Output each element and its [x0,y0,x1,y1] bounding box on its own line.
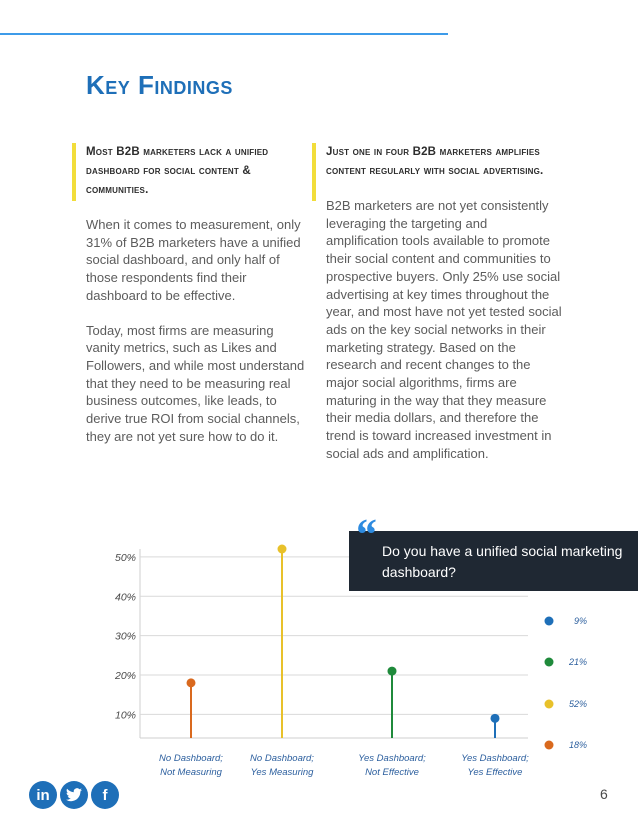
legend-label: 52% [568,699,587,709]
legend-marker [545,700,554,709]
quote-mark-icon: “ [354,510,376,559]
lollipop-point [278,545,287,554]
legend-marker [545,617,554,626]
linkedin-icon[interactable]: in [29,781,57,809]
x-category-label: Not Effective [365,767,419,778]
legend-marker [545,741,554,750]
legend-marker [545,658,554,667]
lollipop-point [491,714,500,723]
top-rule [0,33,448,35]
question-box [349,531,638,591]
right-column-body [326,197,562,463]
y-tick-label: 40% [114,591,136,604]
y-tick-label: 30% [114,630,136,643]
y-tick-label: 10% [114,709,136,722]
right-paragraph-1: B2B marketers are not yet consistently leveraging the targeting and amplification tools available to promote their social content and communities to prospective buyers. Only 25% use social advertising at key times throughout the year, and most have not yet tested social ads on the key social networks in their marketing strategy. Based on the research and recent changes to the major social algorithms, firms are maturing in the way that they measure their media dollars, and therefore the trend is toward increased investment in social ads and amplification. [326,198,562,461]
page-title: Key Findings [86,70,233,100]
right-column-accent-bar [312,143,316,201]
facebook-icon[interactable]: f [91,781,119,809]
legend-label: 18% [568,740,587,750]
left-paragraph-1: When it comes to measurement, only 31% of B2B marketers have a unified social dashboard, and only half of those respondents find their dashboard to be effective. [86,217,301,303]
question-text: Do you have a unified social marketing dashboard? [382,543,623,580]
right-column [326,143,562,480]
x-category-label: Not Measuring [160,767,222,778]
page-number: 6 [600,786,608,802]
x-category-label: No Dashboard; [159,753,223,764]
x-category-label: No Dashboard; [250,753,314,764]
x-category-label: Yes Dashboard; [461,753,529,764]
y-tick-label: 50% [114,551,136,564]
legend-label: 9% [573,616,587,626]
twitter-bird-icon [66,788,82,802]
x-category-label: Yes Effective [467,767,523,778]
left-column-heading: Most B2B marketers lack a unified dashboard for social content & communities. [86,146,269,196]
legend-label: 21% [568,657,587,667]
y-tick-label: 20% [114,670,136,682]
x-category-label: Yes Dashboard; [358,753,426,764]
lollipop-point [388,667,397,676]
lollipop-point [187,678,196,687]
left-paragraph-2: Today, most firms are measuring vanity metrics, such as Likes and Followers, and while most understand that they need to be measuring real business outcomes, like leads, to derive true ROI from social channels, they are not yet sure how to do it. [86,322,305,444]
right-column-heading: Just one in four B2B marketers amplifies content regularly with social advertising. [326,146,544,177]
twitter-icon[interactable] [60,781,88,809]
left-column-accent-bar [72,143,76,201]
x-category-label: Yes Measuring [250,767,314,778]
left-column-body [86,216,308,445]
left-column [86,143,308,462]
social-icons [29,781,119,809]
